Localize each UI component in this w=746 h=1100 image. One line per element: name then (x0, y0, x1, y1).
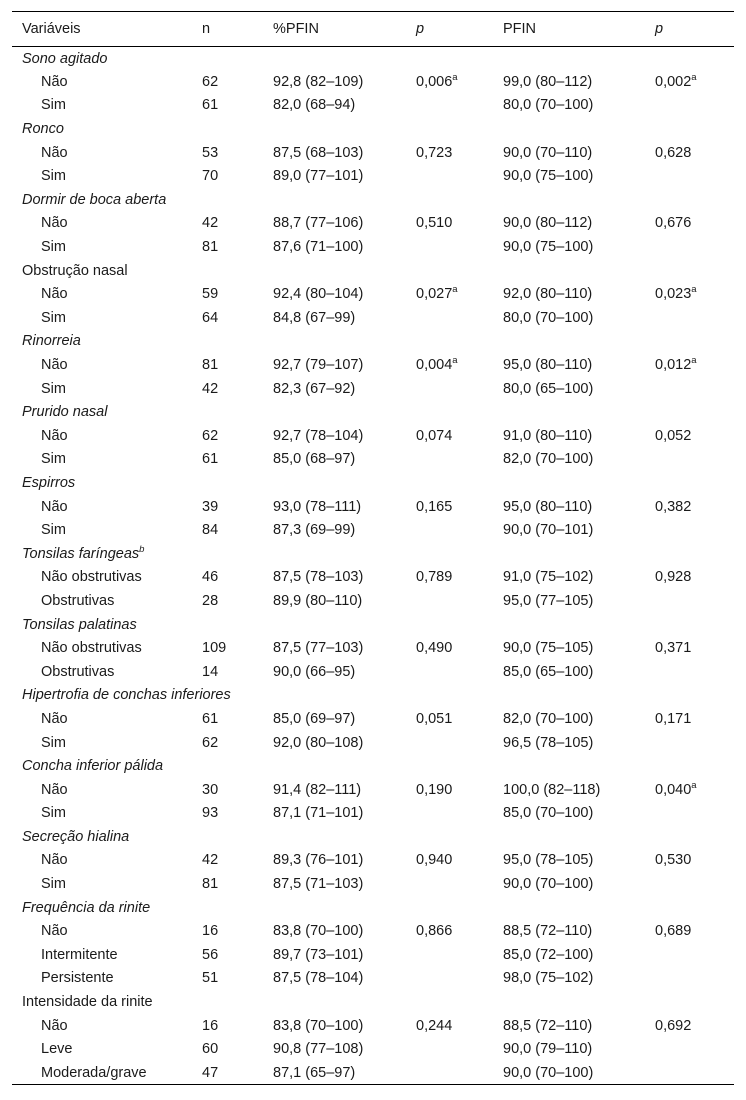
level-label: Sim (41, 876, 66, 893)
pct-pfin-value: 92,7 (79–107) (273, 357, 364, 374)
pct-pfin-value: 82,0 (68–94) (273, 97, 356, 114)
p-value-pfin-cell (645, 802, 734, 826)
n-value: 93 (202, 805, 219, 822)
table-row (12, 353, 734, 377)
pct-pfin-value: 91,4 (82–111) (273, 781, 362, 798)
category-label-cell (12, 259, 734, 283)
n-value: 81 (202, 239, 219, 256)
table-row (12, 1037, 734, 1061)
pct-pfin-value: 87,5 (68–103) (273, 144, 364, 161)
category-label: Concha inferior pálida (22, 758, 164, 775)
table-row (12, 70, 734, 94)
table-row (12, 1061, 734, 1085)
p-value-pfin-cell (645, 919, 734, 943)
pct-pfin-value: 92,8 (82–109) (273, 73, 364, 90)
table-row (12, 849, 734, 873)
p-value-pfin-cell (645, 282, 734, 306)
table-row (12, 967, 734, 991)
pfin-value: 88,5 (72–110) (503, 1017, 593, 1034)
pfin-value: 80,0 (70–100) (503, 309, 594, 326)
p-value-pct-cell (406, 1037, 493, 1061)
table-body (12, 47, 734, 1085)
p-value-pct: 0,004 (416, 357, 453, 374)
p-value-pfin-cell (645, 566, 734, 590)
p-value-pct: 0,244 (416, 1017, 453, 1034)
p-value-pct: 0,190 (416, 781, 453, 798)
level-label: Obstrutivas (41, 663, 115, 680)
p-value-pct-cell (406, 518, 493, 542)
footnote-marker: a (691, 355, 697, 367)
pfin-value: 90,0 (75–105) (503, 640, 594, 657)
n-value: 51 (202, 970, 219, 987)
pfin-value: 96,5 (78–105) (503, 734, 594, 751)
n-value: 39 (202, 498, 219, 515)
pfin-value: 85,0 (65–100) (503, 663, 594, 680)
p-value-pfin: 0,689 (655, 923, 692, 940)
level-label: Sim (41, 734, 66, 751)
category-label-cell (12, 188, 734, 212)
category-row (12, 188, 734, 212)
pct-pfin-value: 92,7 (78–104) (273, 427, 364, 444)
level-label: Sim (41, 380, 66, 397)
p-value-pct-cell (406, 1014, 493, 1038)
n-value: 84 (202, 522, 219, 539)
n-value: 109 (202, 640, 227, 657)
table-row (12, 424, 734, 448)
pct-pfin-value: 89,3 (76–101) (273, 852, 364, 869)
p-value-pfin-cell (645, 448, 734, 472)
n-value: 42 (202, 215, 219, 232)
p-value-pfin-cell (645, 849, 734, 873)
pfin-value: 80,0 (65–100) (503, 380, 594, 397)
n-value: 60 (202, 1041, 219, 1058)
pct-pfin-value: 82,3 (67–92) (273, 380, 356, 397)
pct-pfin-value: 92,0 (80–108) (273, 734, 364, 751)
p-value-pct-cell (406, 164, 493, 188)
table-row (12, 377, 734, 401)
n-value: 62 (202, 427, 219, 444)
p-value-pfin-cell (645, 353, 734, 377)
n-value: 61 (202, 451, 219, 468)
pct-pfin-value: 87,5 (77–103) (273, 640, 364, 657)
pfin-value: 95,0 (80–110) (503, 498, 593, 515)
n-value: 70 (202, 168, 219, 185)
p-value-pfin-cell (645, 235, 734, 259)
p-value-pfin-cell (645, 943, 734, 967)
p-value-pfin: 0,023 (655, 286, 692, 303)
category-label-cell (12, 542, 734, 566)
category-label: Secreção hialina (22, 828, 130, 845)
category-row (12, 400, 734, 424)
p-value-pfin-cell (645, 872, 734, 896)
pfin-value: 90,0 (80–112) (503, 215, 593, 232)
p-value-pct-cell (406, 448, 493, 472)
table-row (12, 872, 734, 896)
n-value: 16 (202, 1017, 219, 1034)
p-value-pfin-cell (645, 589, 734, 613)
table-row (12, 731, 734, 755)
n-value: 61 (202, 710, 219, 727)
pct-pfin-value: 85,0 (69–97) (273, 710, 356, 727)
table-header (12, 12, 734, 47)
level-label: Não (41, 498, 68, 515)
table-row (12, 589, 734, 613)
pct-pfin-value: 87,6 (71–100) (273, 239, 364, 256)
pfin-value: 90,0 (70–100) (503, 876, 594, 893)
pfin-value: 85,0 (70–100) (503, 805, 594, 822)
pct-pfin-value: 87,5 (71–103) (273, 876, 364, 893)
p-value-pct-cell (406, 424, 493, 448)
p-value-pfin-cell (645, 306, 734, 330)
p-value-pct-cell (406, 872, 493, 896)
n-value: 42 (202, 380, 219, 397)
pfin-value: 85,0 (72–100) (503, 946, 594, 963)
p-value-pct: 0,510 (416, 215, 453, 232)
level-label: Não (41, 427, 68, 444)
pfin-value: 90,0 (75–100) (503, 168, 594, 185)
table-row (12, 1014, 734, 1038)
table-row (12, 141, 734, 165)
category-label: Sono agitado (22, 50, 108, 67)
level-label: Não obstrutivas (41, 640, 142, 657)
p-value-pfin: 0,692 (655, 1017, 692, 1034)
n-value: 53 (202, 144, 219, 161)
p-value-pct-cell (406, 589, 493, 613)
p-value-pct: 0,027 (416, 286, 453, 303)
table-row (12, 802, 734, 826)
p-value-pct: 0,490 (416, 640, 453, 657)
footnote-marker: a (452, 284, 458, 296)
p-value-pct-cell (406, 919, 493, 943)
category-label-cell (12, 990, 734, 1014)
p-value-pct-cell (406, 1061, 493, 1085)
pct-pfin-value: 83,8 (70–100) (273, 1017, 364, 1034)
p-value-pct-cell (406, 731, 493, 755)
category-label: Hipertrofia de conchas inferiores (22, 687, 231, 704)
p-value-pct: 0,940 (416, 852, 453, 869)
footnote-marker: a (452, 71, 458, 83)
n-value: 81 (202, 876, 219, 893)
header-pct-pfin: %PFIN (263, 12, 406, 47)
category-label: Espirros (22, 474, 76, 491)
footnote-marker: a (691, 284, 697, 296)
pfin-value: 90,0 (70–100) (493, 1061, 645, 1085)
category-row (12, 117, 734, 141)
pfin-value: 95,0 (78–105) (503, 852, 594, 869)
header-pfin: PFIN (493, 12, 645, 47)
p-value-pfin-cell (645, 70, 734, 94)
category-label-cell (12, 117, 734, 141)
table-row (12, 212, 734, 236)
level-label: Não (41, 73, 68, 90)
p-value-pfin-cell (645, 1014, 734, 1038)
table-row (12, 282, 734, 306)
level-label: Obstrutivas (41, 592, 115, 609)
p-value-pfin: 0,676 (655, 215, 692, 232)
p-value-pfin-cell (645, 1037, 734, 1061)
pfin-value: 91,0 (75–102) (503, 569, 594, 586)
pct-pfin-value: 87,5 (78–104) (273, 970, 364, 987)
p-value-pct: 0,165 (416, 498, 453, 515)
pct-pfin-value: 83,8 (70–100) (273, 923, 364, 940)
p-value-pct-cell (406, 778, 493, 802)
p-value-pct-cell (406, 141, 493, 165)
p-value-pfin: 0,171 (655, 710, 692, 727)
p-value-pfin: 0,530 (655, 852, 692, 869)
category-row (12, 896, 734, 920)
pct-pfin-value: 87,1 (65–97) (263, 1061, 406, 1085)
level-label: Não (41, 781, 68, 798)
level-label: Sim (41, 522, 66, 539)
p-value-pct: 0,051 (416, 710, 453, 727)
header-p-pfin: p (645, 12, 734, 47)
pct-pfin-value: 90,0 (66–95) (273, 663, 356, 680)
pct-pfin-value: 93,0 (78–111) (273, 498, 362, 515)
n-value: 47 (192, 1061, 263, 1085)
p-value-pct-cell (406, 282, 493, 306)
level-label: Persistente (41, 970, 114, 987)
table-row (12, 518, 734, 542)
level-label: Não (41, 852, 68, 869)
p-value-pfin-cell (645, 518, 734, 542)
pct-pfin-value: 84,8 (67–99) (273, 309, 356, 326)
p-value-pfin-cell (645, 707, 734, 731)
level-label: Não (41, 215, 68, 232)
pfin-value: 91,0 (80–110) (503, 427, 593, 444)
p-value-pfin-cell (645, 94, 734, 118)
pfin-value: 95,0 (77–105) (503, 592, 594, 609)
category-label: Prurido nasal (22, 404, 108, 421)
p-value-pfin-cell (645, 164, 734, 188)
pfin-value: 90,0 (70–101) (503, 522, 594, 539)
p-value-pct: 0,723 (416, 144, 453, 161)
level-label: Sim (41, 239, 66, 256)
pfin-value: 88,5 (72–110) (503, 923, 593, 940)
pfin-value: 95,0 (80–110) (503, 357, 593, 374)
table-row (12, 306, 734, 330)
p-value-pct: 0,789 (416, 569, 453, 586)
table-row (12, 919, 734, 943)
header-n: n (192, 12, 263, 47)
p-value-pfin: 0,012 (655, 357, 692, 374)
pct-pfin-value: 89,7 (73–101) (273, 946, 364, 963)
pct-pfin-value: 87,5 (78–103) (273, 569, 364, 586)
table-row (12, 636, 734, 660)
p-value-pfin-cell (645, 141, 734, 165)
level-label: Sim (41, 805, 66, 822)
pct-pfin-value: 90,8 (77–108) (273, 1041, 364, 1058)
level-label: Não obstrutivas (41, 569, 142, 586)
level-label: Intermitente (41, 946, 118, 963)
category-label-cell (12, 684, 734, 708)
category-label-cell (12, 400, 734, 424)
p-value-pct-cell (406, 636, 493, 660)
n-value: 16 (202, 923, 219, 940)
category-row (12, 613, 734, 637)
category-row (12, 259, 734, 283)
pfin-value: 99,0 (80–112) (503, 73, 593, 90)
pct-pfin-value: 87,1 (71–101) (273, 805, 364, 822)
footnote-marker: a (452, 355, 458, 367)
level-label: Não (41, 923, 68, 940)
p-value-pfin: 0,002 (655, 73, 692, 90)
category-row (12, 990, 734, 1014)
table-row (12, 448, 734, 472)
p-value-pct: 0,006 (416, 73, 453, 90)
footnote-marker: b (139, 543, 145, 555)
table-row (12, 94, 734, 118)
category-label-cell (12, 613, 734, 637)
table-row (12, 778, 734, 802)
p-value-pct: 0,074 (416, 427, 453, 444)
category-label-cell (12, 896, 734, 920)
p-value-pct-cell (406, 967, 493, 991)
p-value-pfin-cell (645, 212, 734, 236)
n-value: 59 (202, 286, 219, 303)
table-row (12, 495, 734, 519)
category-label: Rinorreia (22, 333, 81, 350)
category-row (12, 825, 734, 849)
p-value-pct-cell (406, 707, 493, 731)
table-row (12, 164, 734, 188)
n-value: 81 (202, 357, 219, 374)
table-row (12, 235, 734, 259)
pfin-value: 100,0 (82–118) (503, 781, 601, 798)
category-row (12, 754, 734, 778)
pfin-value: 92,0 (80–110) (503, 286, 593, 303)
category-label: Tonsilas palatinas (22, 616, 137, 633)
n-value: 14 (202, 663, 219, 680)
category-label-cell (12, 330, 734, 354)
n-value: 56 (202, 946, 219, 963)
results-table (12, 11, 734, 1085)
p-value-pct-cell (406, 353, 493, 377)
table-row (12, 660, 734, 684)
pfin-value: 90,0 (79–110) (503, 1041, 593, 1058)
p-value-pfin: 0,628 (655, 144, 692, 161)
pfin-value: 80,0 (70–100) (503, 97, 594, 114)
table-row (12, 566, 734, 590)
pfin-value: 90,0 (70–110) (503, 144, 593, 161)
n-value: 42 (202, 852, 219, 869)
level-label: Sim (41, 97, 66, 114)
p-value-pct-cell (406, 495, 493, 519)
p-value-pct-cell (406, 802, 493, 826)
pfin-value: 98,0 (75–102) (503, 970, 594, 987)
p-value-pct-cell (406, 377, 493, 401)
p-value-pct: 0,866 (416, 923, 453, 940)
pct-pfin-value: 87,3 (69–99) (273, 522, 356, 539)
table-row (12, 707, 734, 731)
p-value-pfin-cell (645, 660, 734, 684)
p-value-pfin-cell (645, 778, 734, 802)
level-label: Leve (41, 1041, 73, 1058)
category-label: Dormir de boca aberta (22, 191, 167, 208)
p-value-pfin-cell (645, 377, 734, 401)
table-row (12, 943, 734, 967)
level-label: Não (41, 710, 68, 727)
category-label-cell (12, 47, 734, 71)
p-value-pfin: 0,928 (655, 569, 692, 586)
n-value: 46 (202, 569, 219, 586)
p-value-pfin-cell (645, 1061, 734, 1085)
p-value-pfin: 0,052 (655, 427, 692, 444)
p-value-pfin-cell (645, 967, 734, 991)
category-row (12, 47, 734, 71)
pct-pfin-value: 89,9 (80–110) (273, 592, 363, 609)
level-label: Sim (41, 168, 66, 185)
n-value: 61 (202, 97, 219, 114)
level-label: Não (41, 286, 68, 303)
level-label: Não (41, 144, 68, 161)
p-value-pfin: 0,040 (655, 781, 692, 798)
n-value: 62 (202, 734, 219, 751)
category-label: Frequência da rinite (22, 899, 151, 916)
category-label-cell (12, 471, 734, 495)
category-label-cell (12, 825, 734, 849)
category-label-cell (12, 754, 734, 778)
pfin-value: 82,0 (70–100) (503, 710, 594, 727)
header-row (12, 12, 734, 47)
category-label: Intensidade da rinite (22, 994, 153, 1011)
p-value-pfin-cell (645, 495, 734, 519)
level-label: Sim (41, 309, 66, 326)
n-value: 30 (202, 781, 219, 798)
pct-pfin-value: 89,0 (77–101) (273, 168, 364, 185)
p-value-pfin-cell (645, 424, 734, 448)
p-value-pct-cell (406, 660, 493, 684)
pct-pfin-value: 85,0 (68–97) (273, 451, 356, 468)
p-value-pct-cell (406, 849, 493, 873)
n-value: 28 (202, 592, 219, 609)
category-label: Ronco (22, 121, 64, 138)
level-label: Não (41, 357, 68, 374)
footnote-marker: a (691, 71, 697, 83)
category-row (12, 684, 734, 708)
p-value-pfin-cell (645, 731, 734, 755)
pfin-value: 90,0 (75–100) (503, 239, 594, 256)
category-row (12, 330, 734, 354)
p-value-pfin-cell (645, 636, 734, 660)
category-row (12, 542, 734, 566)
n-value: 62 (202, 73, 219, 90)
pfin-value: 82,0 (70–100) (503, 451, 594, 468)
header-variaveis: Variáveis (12, 12, 192, 47)
p-value-pct-cell (406, 943, 493, 967)
category-label: Obstrução nasal (22, 262, 128, 279)
p-value-pct-cell (406, 70, 493, 94)
p-value-pct-cell (406, 566, 493, 590)
n-value: 64 (202, 309, 219, 326)
category-row (12, 471, 734, 495)
category-label: Tonsilas faríngeas (22, 545, 140, 562)
level-label: Não (41, 1017, 68, 1034)
p-value-pfin: 0,382 (655, 498, 692, 515)
pct-pfin-value: 92,4 (80–104) (273, 286, 364, 303)
footnote-marker: a (691, 779, 697, 791)
p-value-pct-cell (406, 94, 493, 118)
p-value-pct-cell (406, 235, 493, 259)
p-value-pct-cell (406, 306, 493, 330)
header-p-pct: p (406, 12, 493, 47)
level-label: Moderada/grave (12, 1061, 192, 1085)
p-value-pct-cell (406, 212, 493, 236)
pct-pfin-value: 88,7 (77–106) (273, 215, 364, 232)
p-value-pfin: 0,371 (655, 640, 692, 657)
level-label: Sim (41, 451, 66, 468)
